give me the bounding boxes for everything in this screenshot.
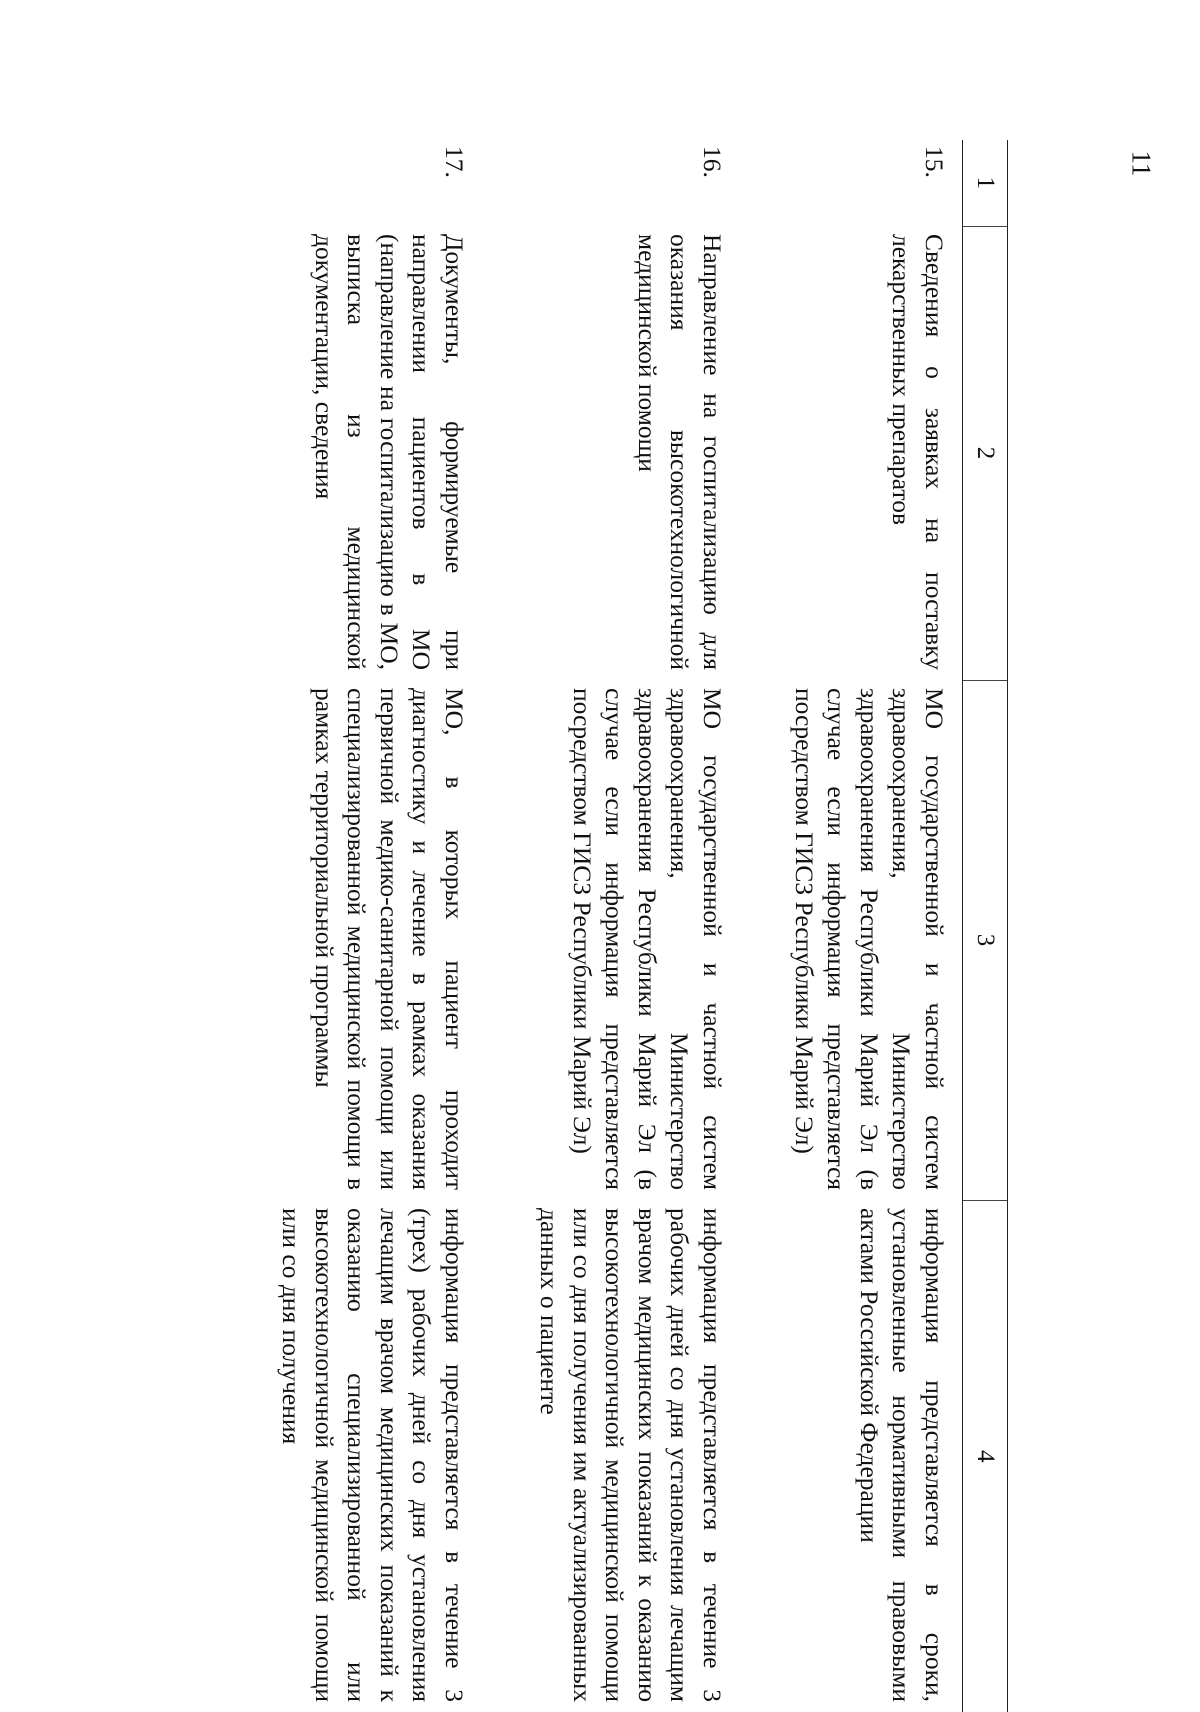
provider-cell: МО государственной и частной систем здравоохранения, Министерство здравоохранения Республики Марий Эл (в случае если информация представляется посредством ГИСЗ Республики Марий Эл) — [568, 688, 727, 1190]
deadline-cell: информация представляется в сроки, установленные нормативными правовыми актами Российской Федерации — [855, 1208, 949, 1702]
row-number: 17. — [440, 146, 469, 178]
row-number: 15. — [920, 146, 949, 178]
page-number: 11 — [1126, 150, 1157, 177]
table-row — [270, 140, 482, 1712]
data-table — [270, 140, 1008, 1712]
table-row — [482, 140, 740, 1712]
header-cell-1: 1 — [963, 140, 1008, 226]
deadline-cell: информация представляется в течение 3 (трех) рабочих дней со дня установления лечащим врачом медицинских показаний к оказанию специализированной или высокотехнологичной медицинской помощи или со дня получения — [277, 1208, 469, 1702]
table-header-row — [963, 140, 1008, 1712]
document-name-cell: Направление на госпитализацию для оказания высокотехнологичной медицинской помощи — [633, 234, 727, 670]
provider-cell: МО государственной и частной систем здравоохранения, Министерство здравоохранения Республики Марий Эл (в случае если информация представляется посредством ГИСЗ Республики Марий Эл) — [790, 688, 949, 1190]
header-cell-4: 4 — [963, 1200, 1008, 1712]
header-cell-2: 2 — [963, 226, 1008, 680]
row-number: 16. — [698, 146, 727, 178]
rotated-document — [238, 140, 1008, 1712]
document-name-cell: Документы, формируемые при направлении пациентов в МО (направление на госпитализацию в МО, выписка из медицинской документации, сведения — [310, 234, 469, 670]
table-row — [740, 140, 963, 1712]
deadline-cell: информация представляется в течение 3 рабочих дней со дня установления лечащим врачом медицинских показаний к оказанию высокотехнологичной медицинской помощи или со дня получения им актуализированных данных о пациенте — [535, 1208, 727, 1702]
provider-cell: МО, в которых пациент проходит диагностику и лечение в рамках оказания первичной медико-санитарной помощи или специализированной медицинской помощи в рамках территориальной программы — [310, 688, 469, 1190]
header-cell-3: 3 — [963, 680, 1008, 1200]
document-name-cell: Сведения о заявках на поставку лекарственных препаратов — [887, 234, 949, 670]
